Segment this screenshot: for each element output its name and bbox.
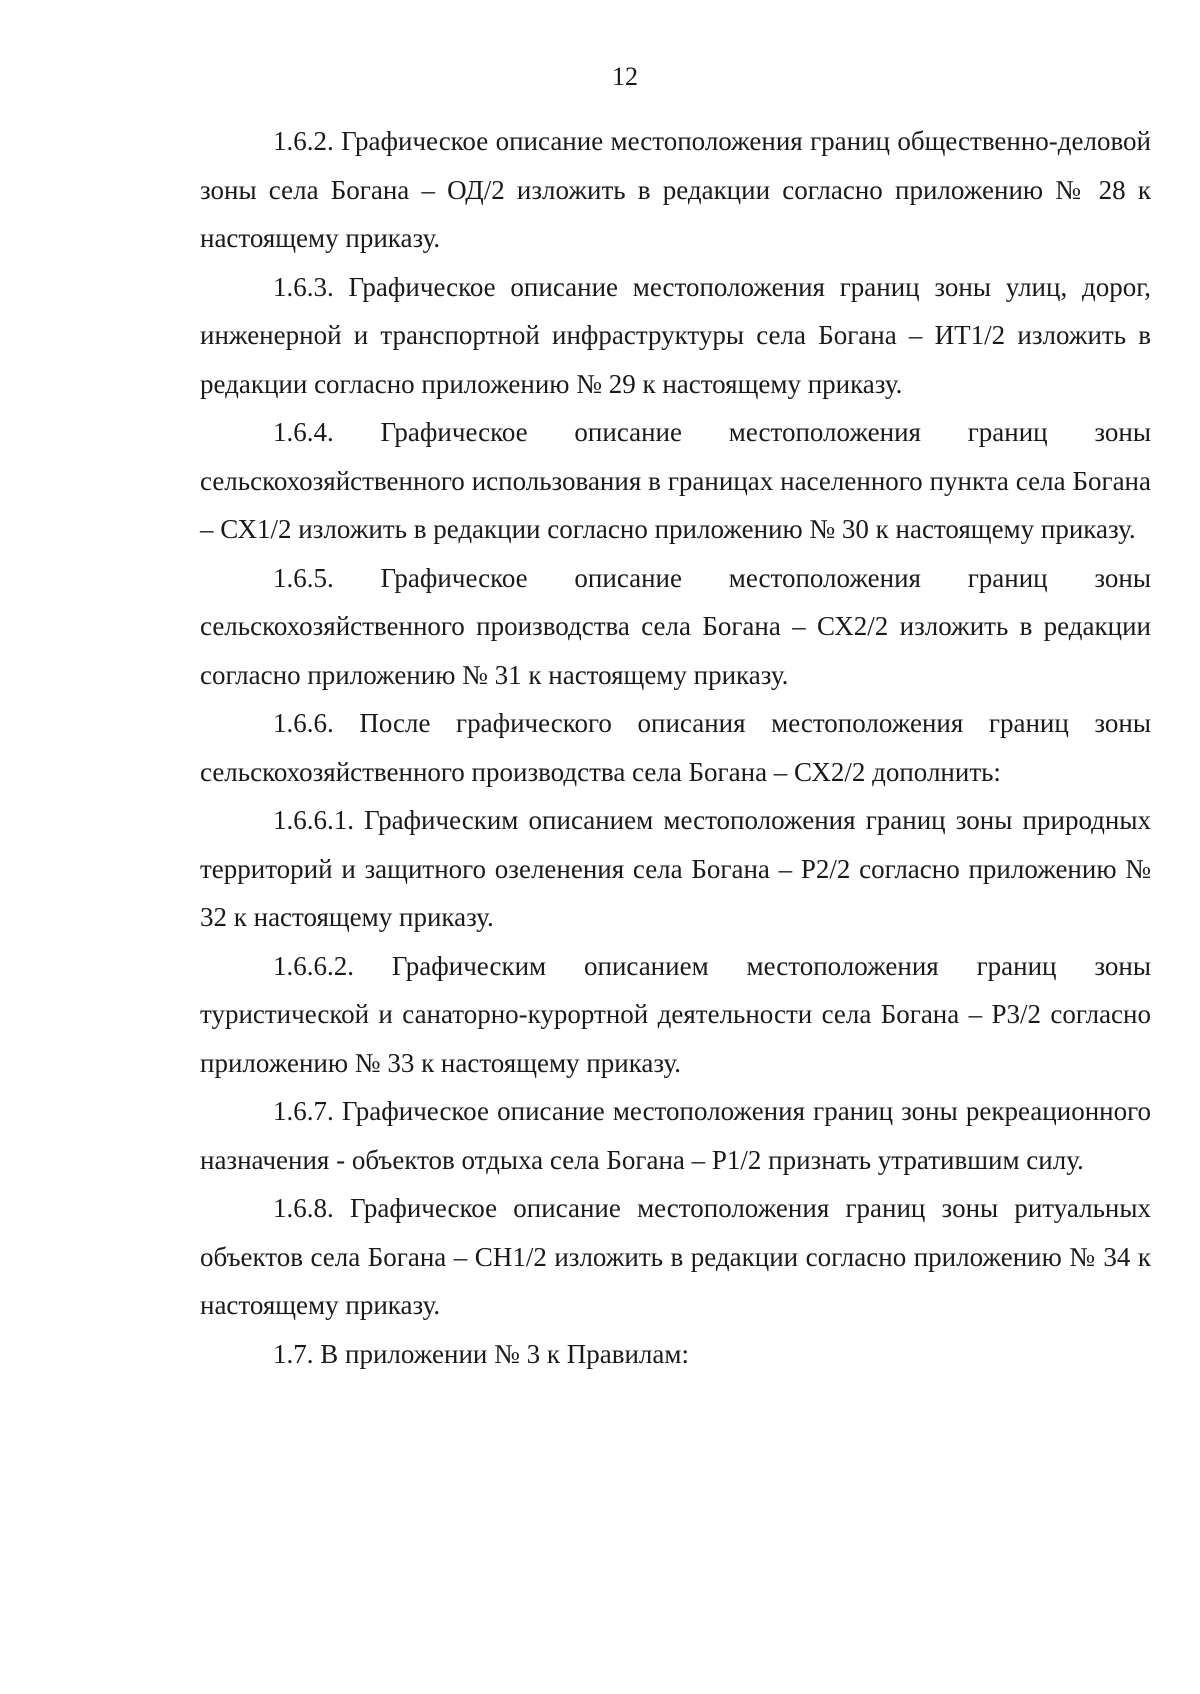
paragraph-1-6-2: 1.6.2. Графическое описание местоположения границ общественно-деловой зоны села Богана – ОД/2 изложить в редакции согласно приложению № 28 к настоящему приказу. xyxy=(200,126,1151,253)
paragraph-1-6-5: 1.6.5. Графическое описание местоположения границ зоны сельскохозяйственного производства села Богана – СХ2/2 изложить в редакции согласно приложению № 31 к настоящему приказу. xyxy=(200,562,1151,690)
paragraph-1-6-7: 1.6.7. Графическое описание местоположения границ зоны рекреационного назначения - объектов отдыха села Богана – Р1/2 признать утратившим силу. xyxy=(200,1096,1151,1175)
paragraph-1-6-8: 1.6.8. Графическое описание местоположения границ зоны ритуальных объектов села Богана – СН1/2 изложить в редакции согласно приложению № 34 к настоящему приказу. xyxy=(200,1193,1151,1320)
page-number: 12 xyxy=(612,62,638,91)
paragraph-1-6-4: 1.6.4. Графическое описание местоположения границ зоны сельскохозяйственного использования в границах населенного пункта села Богана – СХ1/2 изложить в редакции согласно приложению № 30 к настоящему приказу. xyxy=(200,417,1151,544)
document-body xyxy=(200,117,1151,1378)
paragraph-1-6-6-1: 1.6.6.1. Графическим описанием местоположения границ зоны природных территорий и защитного озеленения села Богана – Р2/2 согласно приложению № 32 к настоящему приказу. xyxy=(200,805,1151,932)
paragraph-1-6-6-2: 1.6.6.2. Графическим описанием местоположения границ зоны туристической и санаторно-курортной деятельности села Богана – Р3/2 согласно приложению № 33 к настоящему приказу. xyxy=(200,950,1151,1078)
paragraph-1-6-6: 1.6.6. После графического описания местоположения границ зоны сельскохозяйственного производства села Богана – СХ2/2 дополнить: xyxy=(200,708,1151,787)
paragraph-1-6-3: 1.6.3. Графическое описание местоположения границ зоны улиц, дорог, инженерной и транспортной инфраструктуры села Богана – ИТ1/2 изложить в редакции согласно приложению № 29 к настоящему приказу. xyxy=(200,271,1151,399)
paragraph-1-7: 1.7. В приложении № 3 к Правилам: xyxy=(273,1338,689,1369)
